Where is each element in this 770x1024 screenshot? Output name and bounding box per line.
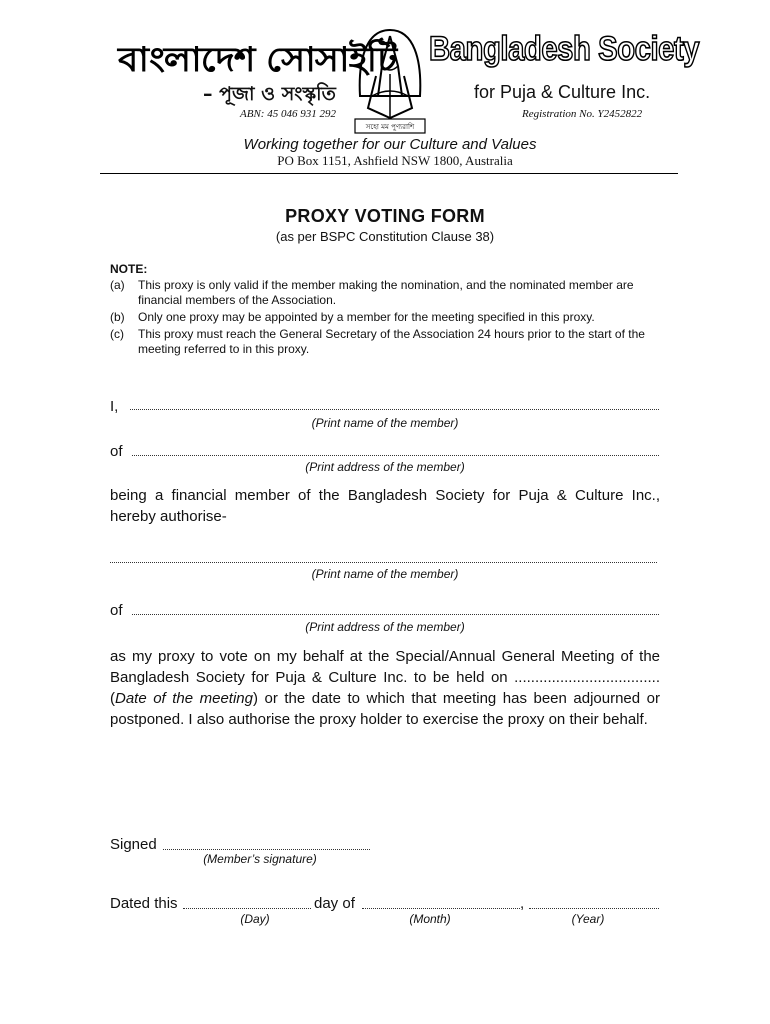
day-caption: (Day) [240, 912, 270, 926]
note-text: This proxy must reach the General Secretary of the Association 24 hours prior to the start of the meeting referred to in this proxy. [138, 327, 645, 356]
month-caption: (Month) [409, 912, 451, 926]
date-comma: , [520, 895, 525, 912]
note-marker: (b) [110, 310, 125, 324]
header-divider [100, 173, 678, 174]
proxy-address-field[interactable] [132, 614, 659, 615]
of-label: of [110, 443, 123, 460]
bengali-title: বাংলাদেশ সোসাইটি [118, 40, 397, 80]
member-name-field[interactable] [130, 409, 659, 410]
proxy-name-field[interactable] [110, 562, 657, 563]
year-caption: (Year) [571, 912, 605, 926]
list-item [110, 278, 662, 308]
form-title: PROXY VOTING FORM [285, 206, 485, 226]
registration-number: Registration No. Y2452822 [522, 108, 643, 120]
signature-caption: (Member’s signature) [203, 852, 317, 866]
day-of-label: day of [314, 895, 355, 912]
notes-list [110, 278, 662, 357]
english-title: Bangladesh Society [429, 30, 700, 68]
meeting-date-field[interactable]: ................................... [507, 669, 660, 686]
tagline: Working together for our Culture and Values [243, 136, 537, 153]
dated-this-label: Dated this [110, 895, 178, 912]
emblem-caption: সহো মম পুণ্যরাশি [365, 123, 415, 131]
abn-number: ABN: 45 046 931 292 [240, 108, 336, 120]
month-field[interactable] [362, 908, 520, 909]
list-item [110, 327, 662, 357]
english-subtitle: for Puja & Culture Inc. [474, 82, 651, 102]
bengali-subtitle: – পূজা ও সংস্কৃতি [203, 83, 336, 105]
note-marker: (c) [110, 327, 124, 341]
note-text: Only one proxy may be appointed by a member for the meeting specified in this proxy. [138, 310, 595, 324]
proxy-address-caption: (Print address of the member) [305, 620, 465, 634]
signed-label: Signed [110, 836, 157, 853]
member-address-field[interactable] [132, 455, 659, 456]
proxy-statement: as my proxy to vote on my behalf at the Special/Annual General Meeting of the Bangladesh Society for Puja & Culture Inc. to be held on ................................... (Date of the meeting) or the date to which that meeting has been adjourned or postponed. I also authorise the proxy holder to exercise the proxy on their behalf. [110, 648, 660, 728]
note-marker: (a) [110, 278, 125, 292]
financial-member-statement: being a financial member of the Bangladesh Society for Puja & Culture Inc., hereby authorise- [110, 487, 660, 525]
proxy-of-label: of [110, 602, 123, 619]
year-field[interactable] [529, 908, 659, 909]
list-item [110, 310, 662, 325]
meeting-date-caption: Date of the meeting [115, 690, 253, 707]
society-emblem [352, 26, 428, 136]
form-subtitle: (as per BSPC Constitution Clause 38) [275, 229, 495, 244]
proxy-statement-part2: ) or the date to which that meeting has been adjourned or postponed. I also authorise the proxy holder to exercise the proxy on their behalf. [110, 690, 660, 728]
member-name-caption: (Print name of the member) [311, 416, 459, 430]
proxy-name-caption: (Print name of the member) [311, 567, 459, 581]
proxy-statement-part1: as my proxy to vote on my behalf at the Special/Annual General Meeting of the Bangladesh Society for Puja & Culture Inc. to be held on [110, 648, 660, 686]
member-address-caption: (Print address of the member) [305, 460, 465, 474]
postal-address: PO Box 1151, Ashfield NSW 1800, Australia [277, 153, 513, 168]
note-text: This proxy is only valid if the member making the nomination, and the nominated member are financial members of the Association. [138, 278, 634, 307]
note-heading: NOTE: [110, 262, 148, 276]
i-label: I, [110, 398, 119, 415]
signature-field[interactable] [163, 849, 370, 850]
day-field[interactable] [183, 908, 311, 909]
